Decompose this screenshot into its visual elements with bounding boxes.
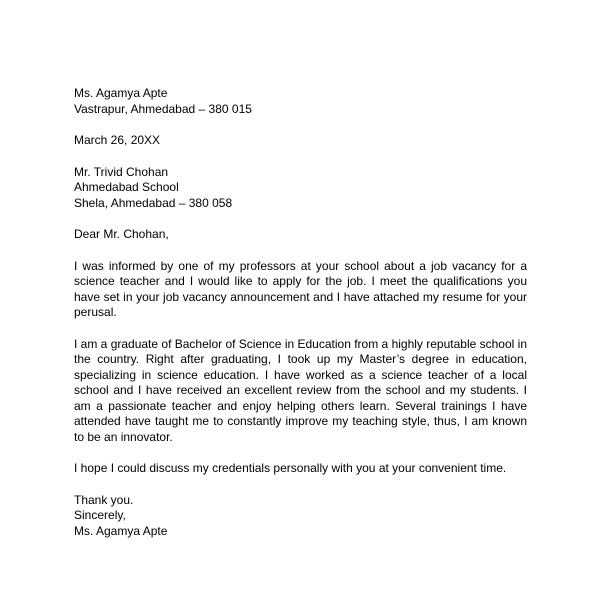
body-paragraph-3: I hope I could discuss my credentials personally with you at your convenient time.	[74, 461, 507, 475]
closing-block	[74, 493, 527, 540]
recipient-block	[74, 165, 527, 212]
recipient-name: Mr. Trivid Chohan	[74, 164, 169, 179]
body-paragraph-2: I am a graduate of Bachelor of Science in Education from a highly reputable school in the country. Right after graduating, I took up my Master’s degree in education, specializing in science education. I have worked as a science teacher of a local school and I have received an excellent review from the school and my students. I am a passionate teacher and enjoy helping others learn. Several trainings I have attended have taught me to constantly improve my teaching style, thus, I am known to be an innovator.	[74, 336, 527, 444]
salutation-block	[74, 227, 527, 243]
recipient-organization: Ahmedabad School	[74, 180, 179, 194]
sender-address: Vastrapur, Ahmedabad – 380 015	[74, 101, 252, 116]
closing-thanks: Thank you.	[74, 492, 134, 507]
closing-valediction: Sincerely,	[74, 508, 126, 522]
letter-date: March 26, 20XX	[74, 133, 161, 147]
date-block	[74, 133, 527, 149]
recipient-address: Shela, Ahmedabad – 380 058	[74, 195, 233, 210]
sender-name: Ms. Agamya Apte	[74, 86, 168, 100]
body-paragraph-1: I was informed by one of my professors at your school about a job vacancy for a science teacher and I would like to apply for the job. I meet the qualifications you have set in your job vacancy announcement and I have attached my resume for your perusal.	[74, 258, 527, 319]
salutation: Dear Mr. Chohan,	[74, 227, 169, 241]
signature-name: Ms. Agamya Apte	[74, 523, 168, 538]
sender-block	[74, 86, 527, 117]
letter-body	[74, 86, 527, 539]
